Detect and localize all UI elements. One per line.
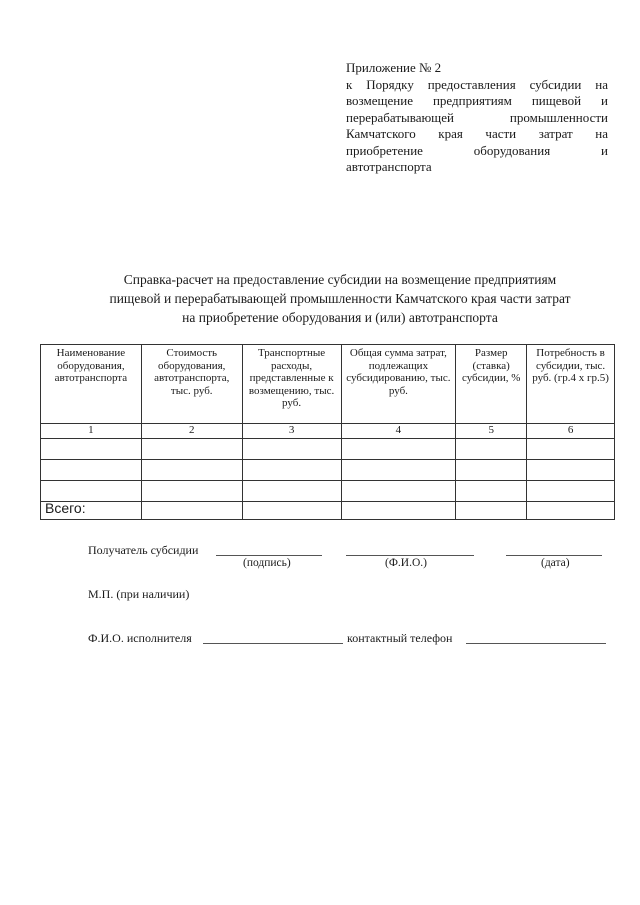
table-row xyxy=(41,439,615,460)
column-header: Размер (ставка) субсидии, % xyxy=(456,345,527,424)
title-line: пищевой и перерабатывающей промышленности Камчатского края части затрат xyxy=(109,291,571,306)
table-cell xyxy=(527,439,615,460)
table-cell xyxy=(341,481,456,502)
caption-fio: (Ф.И.О.) xyxy=(385,557,427,569)
table-cell xyxy=(341,502,456,520)
column-number: 6 xyxy=(527,424,615,439)
table-header-row xyxy=(41,345,615,424)
date-line[interactable] xyxy=(506,555,602,556)
table-row xyxy=(41,481,615,502)
table-cell xyxy=(456,481,527,502)
table-cell xyxy=(141,502,242,520)
table-cell xyxy=(41,460,142,481)
stamp-label: М.П. (при наличии) xyxy=(88,587,190,601)
table-cell xyxy=(456,460,527,481)
table-cell xyxy=(41,481,142,502)
appendix-line: к Порядку предоставления субсидии на xyxy=(346,76,608,92)
appendix-line: приобретение оборудования и xyxy=(346,142,608,158)
table-cell xyxy=(41,439,142,460)
table-cell xyxy=(527,502,615,520)
executor-line[interactable] xyxy=(203,643,343,644)
caption-sign: (подпись) xyxy=(243,557,291,569)
title-line: на приобретение оборудования и (или) автотранспорта xyxy=(182,310,498,325)
appendix-note xyxy=(346,60,608,176)
fio-line[interactable] xyxy=(346,555,474,556)
phone-label: контактный телефон xyxy=(347,631,453,645)
table-cell xyxy=(242,460,341,481)
table-row xyxy=(41,460,615,481)
column-number-row xyxy=(41,424,615,439)
appendix-line: перерабатывающей промышленности xyxy=(346,109,608,125)
total-label: Всего: xyxy=(41,502,142,520)
appendix-line: возмещение предприятиям пищевой и xyxy=(346,93,608,108)
table-cell xyxy=(141,460,242,481)
table-cell xyxy=(242,502,341,520)
column-number: 2 xyxy=(141,424,242,439)
table-cell xyxy=(341,460,456,481)
table-cell xyxy=(242,439,341,460)
table-cell xyxy=(456,502,527,520)
table-cell xyxy=(456,439,527,460)
caption-date: (дата) xyxy=(541,557,570,569)
title-line: Справка-расчет на предоставление субсидии на возмещение предприятиям xyxy=(123,272,557,287)
table-cell xyxy=(141,481,242,502)
table-cell xyxy=(527,481,615,502)
column-header: Транспортные расходы, представленные к возмещению, тыс. руб. xyxy=(242,345,341,424)
phone-line[interactable] xyxy=(466,643,606,644)
executor-label: Ф.И.О. исполнителя xyxy=(88,631,192,645)
table-cell xyxy=(242,481,341,502)
column-header: Наименование оборудования, автотранспорта xyxy=(41,345,142,424)
recipient-label: Получатель субсидии xyxy=(88,543,199,557)
table-cell xyxy=(341,439,456,460)
column-header: Потребность в субсидии, тыс. руб. (гр.4 х гр.5) xyxy=(527,345,615,424)
table-cell xyxy=(527,460,615,481)
column-header: Общая сумма затрат, подлежащих субсидированию, тыс. руб. xyxy=(341,345,456,424)
table-cell xyxy=(141,439,242,460)
column-number: 3 xyxy=(242,424,341,439)
total-row xyxy=(41,502,615,520)
column-number: 4 xyxy=(341,424,456,439)
column-header: Стоимость оборудования, автотранспорта, тыс. руб. xyxy=(141,345,242,424)
document-title xyxy=(40,270,640,327)
column-number: 5 xyxy=(456,424,527,439)
signature-line[interactable] xyxy=(216,555,322,556)
calculation-table xyxy=(40,344,615,520)
appendix-line: Камчатского края части затрат на xyxy=(346,126,608,141)
appendix-line: Приложение № 2 xyxy=(346,60,442,75)
appendix-line: автотранспорта xyxy=(346,159,432,174)
column-number: 1 xyxy=(41,424,142,439)
